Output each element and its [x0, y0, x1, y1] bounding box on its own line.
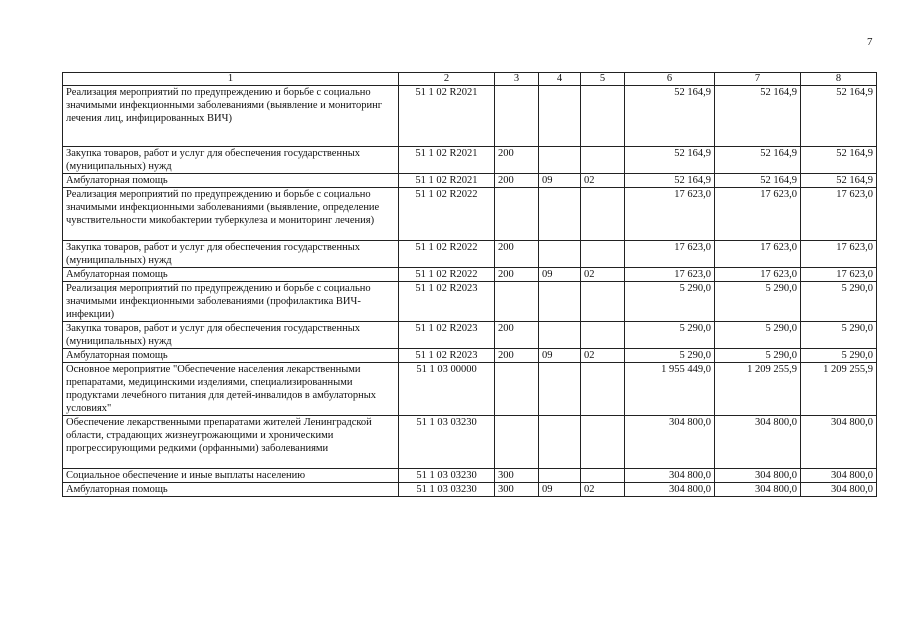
amount-year-2: 17 623,0 [715, 188, 801, 241]
amount-year-3: 1 209 255,9 [801, 363, 877, 416]
amount-year-2: 304 800,0 [715, 416, 801, 469]
amount-year-1: 17 623,0 [625, 268, 715, 282]
row-name: Закупка товаров, работ и услуг для обеспечения государственных (муниципальных) нужд [63, 322, 399, 349]
table-row [63, 349, 877, 363]
row-name: Реализация мероприятий по предупреждению и борьбе с социально значимыми инфекционными заболеваниями (выявление и мониторинг лечения лиц, инфицированных ВИЧ) [63, 86, 399, 147]
target-article-code: 51 1 02 R2022 [399, 241, 495, 268]
amount-year-3: 5 290,0 [801, 322, 877, 349]
amount-year-1: 304 800,0 [625, 483, 715, 497]
amount-year-2: 304 800,0 [715, 483, 801, 497]
row-name: Закупка товаров, работ и услуг для обеспечения государственных (муниципальных) нужд [63, 147, 399, 174]
subsection-code: 02 [581, 268, 625, 282]
table-header-row [63, 73, 877, 86]
subsection-code [581, 469, 625, 483]
amount-year-3: 304 800,0 [801, 483, 877, 497]
expense-type-code: 200 [495, 268, 539, 282]
row-name: Амбулаторная помощь [63, 174, 399, 188]
target-article-code: 51 1 02 R2021 [399, 174, 495, 188]
amount-year-1: 52 164,9 [625, 86, 715, 147]
table-row [63, 86, 877, 147]
subsection-code [581, 147, 625, 174]
table-row [63, 282, 877, 322]
page-number: 7 [867, 36, 873, 48]
amount-year-1: 5 290,0 [625, 282, 715, 322]
table-row [63, 416, 877, 469]
section-code [539, 147, 581, 174]
column-header: 8 [801, 73, 877, 86]
column-header: 5 [581, 73, 625, 86]
column-header: 4 [539, 73, 581, 86]
subsection-code: 02 [581, 349, 625, 363]
amount-year-3: 5 290,0 [801, 349, 877, 363]
amount-year-2: 17 623,0 [715, 241, 801, 268]
target-article-code: 51 1 03 00000 [399, 363, 495, 416]
subsection-code: 02 [581, 174, 625, 188]
table-row [63, 469, 877, 483]
amount-year-2: 5 290,0 [715, 322, 801, 349]
table-row [63, 363, 877, 416]
row-name: Амбулаторная помощь [63, 483, 399, 497]
amount-year-3: 52 164,9 [801, 86, 877, 147]
budget-table [62, 72, 877, 497]
table-row [63, 241, 877, 268]
subsection-code [581, 188, 625, 241]
section-code: 09 [539, 268, 581, 282]
expense-type-code: 200 [495, 241, 539, 268]
section-code [539, 469, 581, 483]
amount-year-1: 1 955 449,0 [625, 363, 715, 416]
target-article-code: 51 1 03 03230 [399, 416, 495, 469]
amount-year-2: 5 290,0 [715, 282, 801, 322]
amount-year-1: 52 164,9 [625, 174, 715, 188]
amount-year-3: 52 164,9 [801, 174, 877, 188]
expense-type-code: 200 [495, 349, 539, 363]
amount-year-3: 17 623,0 [801, 268, 877, 282]
amount-year-3: 304 800,0 [801, 416, 877, 469]
column-header: 6 [625, 73, 715, 86]
subsection-code: 02 [581, 483, 625, 497]
subsection-code [581, 86, 625, 147]
amount-year-3: 52 164,9 [801, 147, 877, 174]
target-article-code: 51 1 03 03230 [399, 483, 495, 497]
amount-year-1: 52 164,9 [625, 147, 715, 174]
section-code: 09 [539, 349, 581, 363]
amount-year-3: 17 623,0 [801, 188, 877, 241]
amount-year-2: 5 290,0 [715, 349, 801, 363]
row-name: Амбулаторная помощь [63, 268, 399, 282]
column-header: 1 [63, 73, 399, 86]
table-row [63, 147, 877, 174]
target-article-code: 51 1 02 R2022 [399, 268, 495, 282]
amount-year-2: 1 209 255,9 [715, 363, 801, 416]
column-header: 2 [399, 73, 495, 86]
table-row [63, 268, 877, 282]
subsection-code [581, 416, 625, 469]
table-row [63, 322, 877, 349]
expense-type-code [495, 86, 539, 147]
table-row [63, 174, 877, 188]
expense-type-code [495, 282, 539, 322]
amount-year-1: 5 290,0 [625, 349, 715, 363]
column-header: 3 [495, 73, 539, 86]
expense-type-code: 200 [495, 147, 539, 174]
expense-type-code: 200 [495, 322, 539, 349]
target-article-code: 51 1 02 R2023 [399, 322, 495, 349]
section-code: 09 [539, 174, 581, 188]
amount-year-1: 304 800,0 [625, 416, 715, 469]
row-name: Социальное обеспечение и иные выплаты населению [63, 469, 399, 483]
section-code [539, 282, 581, 322]
subsection-code [581, 363, 625, 416]
expense-type-code [495, 363, 539, 416]
subsection-code [581, 282, 625, 322]
section-code: 09 [539, 483, 581, 497]
section-code [539, 86, 581, 147]
target-article-code: 51 1 03 03230 [399, 469, 495, 483]
amount-year-3: 17 623,0 [801, 241, 877, 268]
row-name: Реализация мероприятий по предупреждению и борьбе с социально значимыми инфекционными заболеваниями (профилактика ВИЧ-инфекции) [63, 282, 399, 322]
target-article-code: 51 1 02 R2021 [399, 147, 495, 174]
section-code [539, 241, 581, 268]
amount-year-2: 17 623,0 [715, 268, 801, 282]
amount-year-2: 52 164,9 [715, 174, 801, 188]
row-name: Обеспечение лекарственными препаратами жителей Ленинградской области, страдающих жизнеугрожающими и хроническими прогрессирующими редкими (орфанными) заболеваниями [63, 416, 399, 469]
table-row [63, 188, 877, 241]
amount-year-2: 52 164,9 [715, 86, 801, 147]
amount-year-1: 17 623,0 [625, 241, 715, 268]
section-code [539, 416, 581, 469]
expense-type-code [495, 416, 539, 469]
expense-type-code: 200 [495, 174, 539, 188]
row-name: Основное мероприятие "Обеспечение населения лекарственными препаратами, медицинскими изделиями, специализированными продуктами лечебного питания для детей-инвалидов в амбулаторных условиях" [63, 363, 399, 416]
row-name: Реализация мероприятий по предупреждению и борьбе с социально значимыми инфекционными заболеваниями (выявление, определение чувствительности микобактерии туберкулеза и мониторинг лечения) [63, 188, 399, 241]
amount-year-1: 17 623,0 [625, 188, 715, 241]
expense-type-code: 300 [495, 483, 539, 497]
row-name: Закупка товаров, работ и услуг для обеспечения государственных (муниципальных) нужд [63, 241, 399, 268]
target-article-code: 51 1 02 R2023 [399, 349, 495, 363]
target-article-code: 51 1 02 R2023 [399, 282, 495, 322]
target-article-code: 51 1 02 R2021 [399, 86, 495, 147]
section-code [539, 363, 581, 416]
section-code [539, 322, 581, 349]
target-article-code: 51 1 02 R2022 [399, 188, 495, 241]
subsection-code [581, 241, 625, 268]
section-code [539, 188, 581, 241]
table-row [63, 483, 877, 497]
expense-type-code: 300 [495, 469, 539, 483]
row-name: Амбулаторная помощь [63, 349, 399, 363]
expense-type-code [495, 188, 539, 241]
amount-year-1: 5 290,0 [625, 322, 715, 349]
amount-year-3: 5 290,0 [801, 282, 877, 322]
column-header: 7 [715, 73, 801, 86]
amount-year-1: 304 800,0 [625, 469, 715, 483]
subsection-code [581, 322, 625, 349]
amount-year-2: 52 164,9 [715, 147, 801, 174]
amount-year-2: 304 800,0 [715, 469, 801, 483]
amount-year-3: 304 800,0 [801, 469, 877, 483]
